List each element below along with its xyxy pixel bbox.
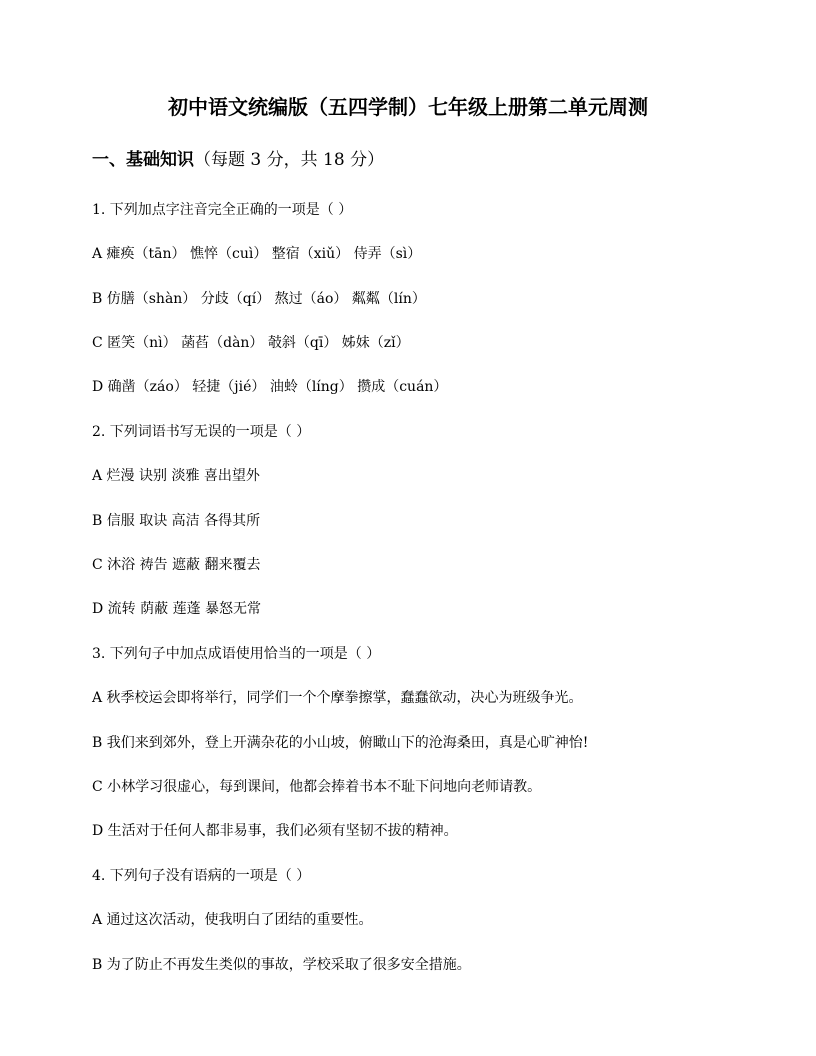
section-heading <box>92 146 384 174</box>
question-2-option-b: B 信服 取诀 高洁 各得其所 <box>92 513 261 529</box>
question-1-option-b: B 仿膳（shàn） 分歧（qí） 熬过（áo） 粼粼（lín） <box>92 291 426 307</box>
question-4-stem: 4. 下列句子没有语病的一项是（ ） <box>92 868 311 884</box>
question-4-option-b: B 为了防止不再发生类似的事故，学校采取了很多安全措施。 <box>92 957 471 973</box>
question-3-option-b: B 我们来到郊外，登上开满杂花的小山坡，俯瞰山下的沧海桑田，真是心旷神怡! <box>92 735 589 751</box>
question-3-option-a: A 秋季校运会即将举行，同学们一个个摩拳擦掌，蠢蠢欲动，决心为班级争光。 <box>92 690 583 706</box>
question-3-option-c: C 小林学习很虚心，每到课间，他都会捧着书本不耻下问地向老师请教。 <box>92 779 542 795</box>
question-2-option-d: D 流转 荫蔽 莲蓬 暴怒无常 <box>92 601 262 617</box>
question-1-stem: 1. 下列加点字注音完全正确的一项是（ ） <box>92 202 353 218</box>
question-2-option-a: A 烂漫 诀别 淡雅 喜出望外 <box>92 468 260 484</box>
question-3-stem: 3. 下列句子中加点成语使用恰当的一项是（ ） <box>92 646 381 662</box>
question-2-stem: 2. 下列词语书写无误的一项是（ ） <box>92 424 311 440</box>
document-title: 初中语文统编版（五四学制）七年级上册第二单元周测 <box>168 95 648 119</box>
question-4-option-a: A 通过这次活动，使我明白了团结的重要性。 <box>92 912 373 928</box>
question-1-option-c: C 匿笑（nì） 菡萏（dàn） 攲斜（qī） 姊妹（zǐ） <box>92 335 410 351</box>
question-3-option-d: D 生活对于任何人都非易事，我们必须有坚韧不拔的精神。 <box>92 823 458 839</box>
section-heading-label: 一、基础知识 <box>92 150 194 170</box>
question-1-option-d: D 确凿（záo） 轻捷（jié） 油蛉（líng） 攒成（cuán） <box>92 379 448 395</box>
section-score-note: （每题 3 分，共 18 分） <box>194 150 385 170</box>
question-1-option-a: A 瘫痪（tān） 憔悴（cuì） 整宿（xiǔ） 侍弄（sì） <box>92 246 422 262</box>
question-2-option-c: C 沐浴 祷告 遮蔽 翻来覆去 <box>92 557 261 573</box>
